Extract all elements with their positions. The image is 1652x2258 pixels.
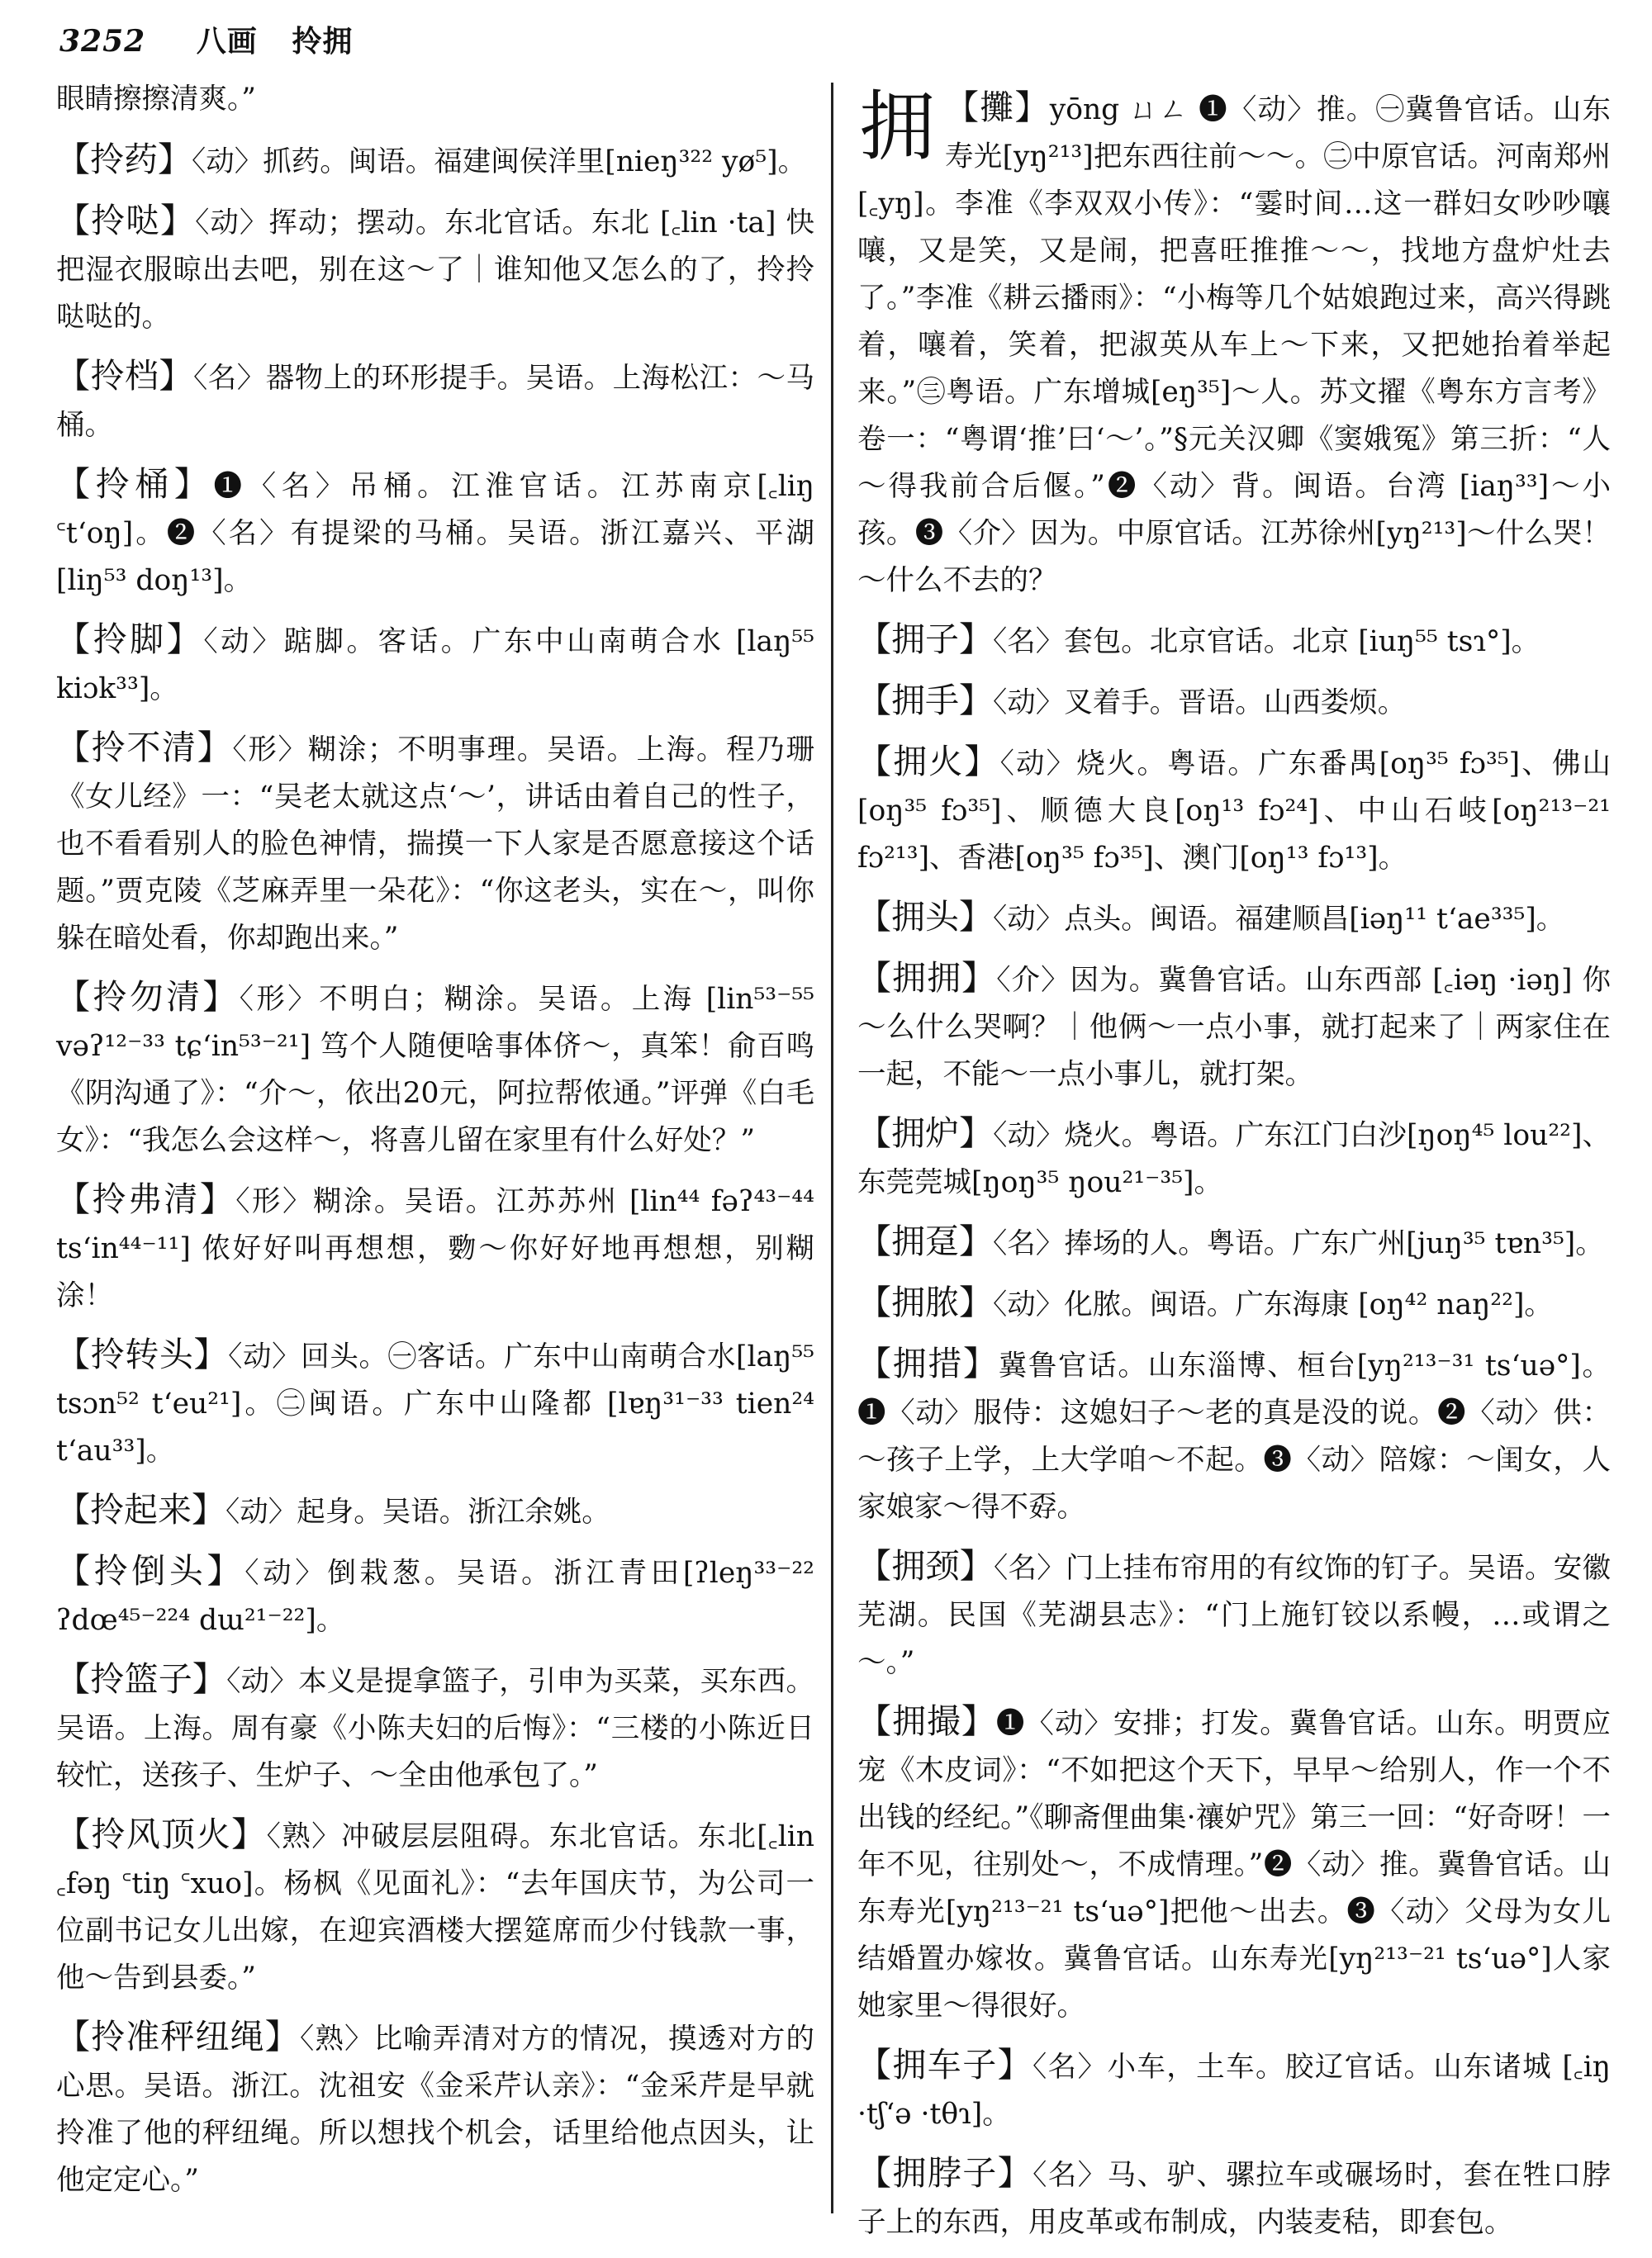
headword: 【拥火】 bbox=[857, 742, 1000, 781]
headword: 【拥手】 bbox=[857, 681, 993, 720]
entry-yong-shou bbox=[857, 677, 1611, 727]
definition: 〈形〉糊涂；不明事理。吴语。上海。程乃珊《女儿经》一：“吴老太就这点‘～’，讲话由着自己的性子，也不看看别人的脸色神情，揣摸一下人家是否愿意接这个话题。”贾克陵《芝麻弄里一朵花》：“你这老头，实在～，叫你躲在暗处看，你却跑出来。” bbox=[56, 733, 815, 955]
headword: 【拎不清】 bbox=[56, 728, 233, 767]
continuation-text: 眼睛擦擦清爽。” bbox=[56, 83, 256, 116]
definition: yōng ㄩㄥ ❶〈动〉推。㊀冀鲁官话。山东寿光[yŋ²¹³]把东西往前～～。㊁中原官话。河南郑州[꜀yŋ]。李准《李双双小传》：“霎时间…这一群妇女吵吵嚷嚷，又是笑，又是闹，把喜旺推推～～，找地方盘炉灶去了。”李准《耕云播雨》：“小梅等几个姑娘跑过来，高兴得跳着，嚷着，笑着，把淑英从车上～下来，又把她抬着举起来。”㊂粤语。广东增城[eŋ³⁵]～人。苏文擢《粤东方言考》卷一：“粤谓‘推’曰‘～’。”§元关汉卿《窦娥冤》第三折：“人～得我前合后偃。”❷〈动〉背。闽语。台湾 [iaŋ³³]～小孩。❸〈介〉因为。中原官话。江苏徐州[yŋ²¹³]～什么哭！～什么不去的？ bbox=[857, 93, 1612, 597]
entry-yong-lu bbox=[857, 1110, 1611, 1207]
definition: 〈动〉点头。闽语。福建顺昌[iəŋ¹¹ t‘ae³³⁵]。 bbox=[993, 903, 1565, 936]
headword: 【拥脖子】 bbox=[857, 2153, 1033, 2193]
entry-lin-jiao bbox=[56, 616, 814, 713]
headword: 【拥颈】 bbox=[857, 1546, 994, 1586]
headword: 【拎药】 bbox=[56, 140, 192, 179]
headword: 【拎风顶火】 bbox=[56, 1814, 267, 1854]
definition: 〈形〉不明白；糊涂。吴语。上海 [lin⁵³⁻⁵⁵ vəʔ¹²⁻³³ tɕ‘in⁵³⁻²¹] 笃个人随便啥事体侪～，真笨！俞百鸣《阴沟通了》：“介～，依出20元，阿拉帮侬通。”评弹《白毛女》：“我怎么会这样～，将喜儿留在家里有什么好处？” bbox=[56, 983, 815, 1157]
entry-yong-jing bbox=[857, 1543, 1611, 1686]
definition: 〈熟〉冲破层层阻碍。东北官话。东北[꜀lin ꜀fəŋ ꜂tiŋ ꜂xuo]。杨枫《见面礼》：“去年国庆节，为公司一位副书记女儿出嫁，在迎宾酒楼大摆筵席而少付钱款一事，他～告到县委。” bbox=[56, 1820, 814, 1995]
entry-lin-wu-qing bbox=[56, 974, 814, 1165]
headword: 【拎档】 bbox=[56, 356, 193, 396]
headword: 【拎脚】 bbox=[56, 619, 204, 659]
headword: 【拥头】 bbox=[857, 897, 993, 937]
entry-yong-nong bbox=[857, 1279, 1611, 1329]
headword: 【拥撮】 bbox=[857, 1701, 996, 1741]
headword: 【攤】 bbox=[945, 88, 1050, 127]
definition: 〈名〉马、驴、骡拉车或碾场时，套在牲口脖子上的东西，用皮革或布制成，内装麦秸，即套包。 bbox=[857, 2159, 1612, 2239]
entry-lin-qi-lai bbox=[56, 1487, 814, 1536]
definition: 冀鲁官话。山东淄博、桓台[yŋ²¹³⁻³¹ ts‘uə°]。❶〈动〉服侍：这媳妇子～老的真是没的说。❷〈动〉供：～孩子上学，上大学咱～不起。❸〈动〉陪嫁：～闺女，人家娘家～得不孬。 bbox=[857, 1350, 1611, 1524]
definition: 〈动〉倒栽葱。吴语。浙江青田[ʔleŋ³³⁻²² ʔdœ⁴⁵⁻²²⁴ dɯ²¹⁻²²]。 bbox=[56, 1557, 814, 1637]
right-column bbox=[857, 76, 1611, 2258]
headword: 【拥炉】 bbox=[857, 1113, 994, 1153]
entry-lin-zhun-cheng-niu-sheng bbox=[56, 2014, 814, 2204]
definition: 〈动〉化脓。闽语。广东海康 [oŋ⁴² naŋ²²]。 bbox=[993, 1288, 1553, 1321]
entry-lin-tong bbox=[56, 461, 814, 605]
definition: 〈形〉糊涂。吴语。江苏苏州 [lin⁴⁴ fəʔ⁴³⁻⁴⁴ ts‘in⁴⁴⁻¹¹] 侬好好叫再想想，覅～你好好地再想想，别糊涂！ bbox=[56, 1185, 814, 1312]
headword: 【拎弗清】 bbox=[56, 1179, 236, 1219]
headword: 【拎篮子】 bbox=[56, 1659, 227, 1699]
definition: 〈动〉抓药。闽语。福建闽侯洋里[nieŋ³²² yø⁵]。 bbox=[192, 145, 807, 178]
definition: 〈动〉踮脚。客话。广东中山南萌合水 [laŋ⁵⁵ kiɔk³³]。 bbox=[56, 625, 814, 705]
entry-yong-dun bbox=[857, 1218, 1611, 1268]
definition: 〈动〉起身。吴语。浙江余姚。 bbox=[225, 1496, 610, 1529]
headword: 【拥脓】 bbox=[857, 1283, 993, 1322]
stroke-section: 八画 bbox=[196, 24, 258, 59]
definition: 〈介〉因为。冀鲁官话。山东西部 [꜀iəŋ ·iəŋ] 你～么什么哭啊？｜他俩～一点小事，就打起来了｜两家住在一起，不能～一点小事儿，就打架。 bbox=[857, 964, 1612, 1091]
headword: 【拥措】 bbox=[857, 1344, 999, 1383]
headword: 【拥趸】 bbox=[857, 1222, 993, 1261]
definition: 〈动〉烧火。粤语。广东江门白沙[ŋoŋ⁴⁵ lou²²]、东莞莞城[ŋoŋ³⁵ ŋou²¹⁻³⁵]。 bbox=[857, 1119, 1611, 1199]
definition: 〈动〉烧火。粤语。广东番禺[oŋ³⁵ fɔ³⁵]、佛山[oŋ³⁵ fɔ³⁵]、顺德大良[oŋ¹³ fɔ²⁴]、中山石岐[oŋ²¹³⁻²¹ fɔ²¹³]、香港[oŋ³⁵ fɔ³⁵]、澳门[oŋ¹³ fɔ¹³]。 bbox=[857, 747, 1611, 875]
page-header bbox=[59, 18, 353, 60]
entry-yong-tou bbox=[857, 894, 1611, 943]
headword: 【拎桶】 bbox=[56, 464, 214, 504]
definition: 〈熟〉比喻弄清对方的情况，摸透对方的心思。吴语。浙江。沈祖安《金采芹认亲》：“金采芹是早就拎准了他的秤纽绳。所以想找个机会，话里给他点因头，让他定定心。” bbox=[56, 2023, 815, 2197]
entry-lin-yao bbox=[56, 136, 814, 186]
definition: 〈名〉套包。北京官话。北京 [iuŋ⁵⁵ tsɿ°]。 bbox=[993, 625, 1540, 658]
definition: ❶〈名〉吊桶。江淮官话。江苏南京[꜀liŋ ꜂t‘oŋ]。❷〈名〉有提梁的马桶。吴语。浙江嘉兴、平湖 [liŋ⁵³ doŋ¹³]。 bbox=[56, 470, 815, 597]
headword: 【拎倒头】 bbox=[56, 1551, 245, 1591]
column-divider bbox=[831, 83, 833, 2213]
entry-lin-da bbox=[56, 197, 814, 341]
definition: 〈名〉小车，土车。胶辽官话。山东诸城 [꜀iŋ ·tʃ‘ə ·tθɿ]。 bbox=[857, 2051, 1611, 2131]
headword: 【拥子】 bbox=[857, 619, 993, 659]
head-character: 拥 bbox=[859, 83, 936, 171]
definition: 〈动〉本义是提拿篮子，引申为买菜，买东西。吴语。上海。周有豪《小陈夫妇的后悔》：“三楼的小陈近日较忙，送孩子、生炉子、～全由他承包了。” bbox=[56, 1665, 815, 1792]
entry-yong-che-zi bbox=[857, 2042, 1611, 2138]
entry-yong-zi bbox=[857, 616, 1611, 666]
headword: 【拎准秤纽绳】 bbox=[56, 2017, 300, 2056]
page-number: 3252 bbox=[59, 24, 146, 59]
headword: 【拎起来】 bbox=[56, 1490, 225, 1530]
headword: 【拥拥】 bbox=[857, 958, 997, 998]
definition: 〈动〉叉着手。晋语。山西娄烦。 bbox=[993, 686, 1407, 719]
entry-lin-zhuan-tou bbox=[56, 1331, 814, 1475]
entry-lin-bu-qing bbox=[56, 724, 814, 962]
headword: 【拥车子】 bbox=[857, 2045, 1033, 2085]
entry-lin-dang bbox=[56, 353, 814, 449]
entry-yong-cuo bbox=[857, 1340, 1611, 1531]
entry-yong-bo-zi bbox=[857, 2150, 1611, 2246]
entry-yong-huo bbox=[857, 738, 1611, 882]
definition: 〈名〉捧场的人。粤语。广东广州[juŋ³⁵ tɐn³⁵]。 bbox=[993, 1227, 1604, 1260]
left-column bbox=[56, 76, 814, 2216]
definition: 〈名〉器物上的环形提手。吴语。上海松江：～马桶。 bbox=[56, 362, 815, 442]
entry-yong-cuo2 bbox=[857, 1698, 1611, 2030]
header-chars: 拎拥 bbox=[292, 24, 354, 59]
definition: 〈动〉挥动；摆动。东北官话。东北 [꜀lin ·ta] 快把湿衣服晾出去吧，别在这～了｜谁知他又怎么的了，拎拎哒哒的。 bbox=[56, 206, 814, 334]
headword: 【拎勿清】 bbox=[56, 977, 240, 1017]
headword: 【拎哒】 bbox=[56, 201, 196, 240]
entry-lin-fu-qing bbox=[56, 1176, 814, 1320]
entry-yong-main bbox=[857, 84, 1611, 605]
entry-lin-feng-ding-huo bbox=[56, 1811, 814, 2002]
entry-lin-lan-zi bbox=[56, 1656, 814, 1800]
headword: 【拎转头】 bbox=[56, 1335, 229, 1374]
definition: 〈动〉回头。㊀客话。广东中山南萌合水[laŋ⁵⁵ tsɔn⁵² t‘eu²¹]。㊁闽语。广东中山隆都 [lɐŋ³¹⁻³³ tien²⁴ t‘au³³]。 bbox=[56, 1340, 814, 1468]
definition: ❶〈动〉安排；打发。冀鲁官话。山东。明贾应宠《木皮词》：“不如把这个天下，早早～给别人，作一个不出钱的经纪。”《聊斋俚曲集·禳妒咒》第三一回：“好奇呀！一年不见，往别处～，不成情理。”❷〈动〉推。冀鲁官话。山东寿光[yŋ²¹³⁻²¹ ts‘uə°]把他～出去。❸〈动〉父母为女儿结婚置办嫁妆。冀鲁官话。山东寿光[yŋ²¹³⁻²¹ ts‘uə°]人家她家里～得很好。 bbox=[857, 1707, 1612, 2023]
entry-lin-dao-tou bbox=[56, 1548, 814, 1644]
entry-yong-yong bbox=[857, 955, 1611, 1098]
definition: 〈名〉门上挂布帘用的有纹饰的钉子。吴语。安徽芜湖。民国《芜湖县志》：“门上施钉铰以系幔，…或谓之～。” bbox=[857, 1552, 1611, 1679]
